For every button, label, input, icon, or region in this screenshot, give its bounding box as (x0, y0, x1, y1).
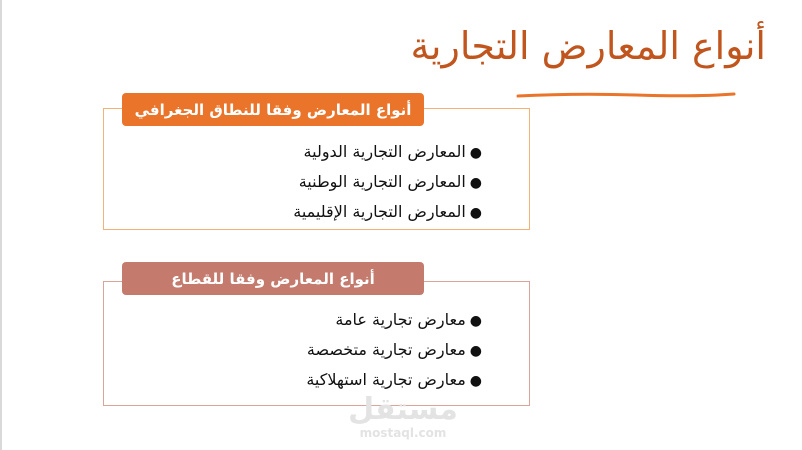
list-item (306, 365, 482, 395)
list-item (306, 335, 482, 365)
watermark-logo: مستقل (348, 392, 458, 427)
sector-list (306, 305, 482, 395)
list-item (306, 305, 482, 335)
list-item-label: معارض تجارية متخصصة (306, 340, 466, 359)
sector-section-header: أنواع المعارض وفقا للقطاع (122, 262, 424, 295)
bullet-icon: ● (469, 205, 482, 221)
bullet-icon: ● (469, 373, 482, 389)
watermark-url: mostaql.com (359, 426, 447, 440)
list-item-label: معارض تجارية عامة (335, 310, 466, 329)
bullet-icon: ● (469, 343, 482, 359)
bullet-icon: ● (469, 313, 482, 329)
geographic-section-header: أنواع المعارض وفقا للنطاق الجغرافي (122, 93, 424, 126)
bullet-icon: ● (469, 175, 482, 191)
list-item-label: معارض تجارية استهلاكية (306, 370, 466, 389)
slide-left-edge (0, 0, 2, 450)
geographic-list (293, 137, 482, 227)
list-item (293, 197, 482, 227)
list-item-label: المعارض التجارية الدولية (303, 142, 466, 161)
slide-title: أنواع المعارض التجارية (410, 24, 766, 68)
list-item-label: المعارض التجارية الوطنية (298, 172, 466, 191)
list-item-label: المعارض التجارية الإقليمية (293, 202, 466, 221)
bullet-icon: ● (469, 145, 482, 161)
title-underline (516, 90, 736, 100)
list-item (293, 167, 482, 197)
watermark (348, 394, 458, 440)
list-item (293, 137, 482, 167)
